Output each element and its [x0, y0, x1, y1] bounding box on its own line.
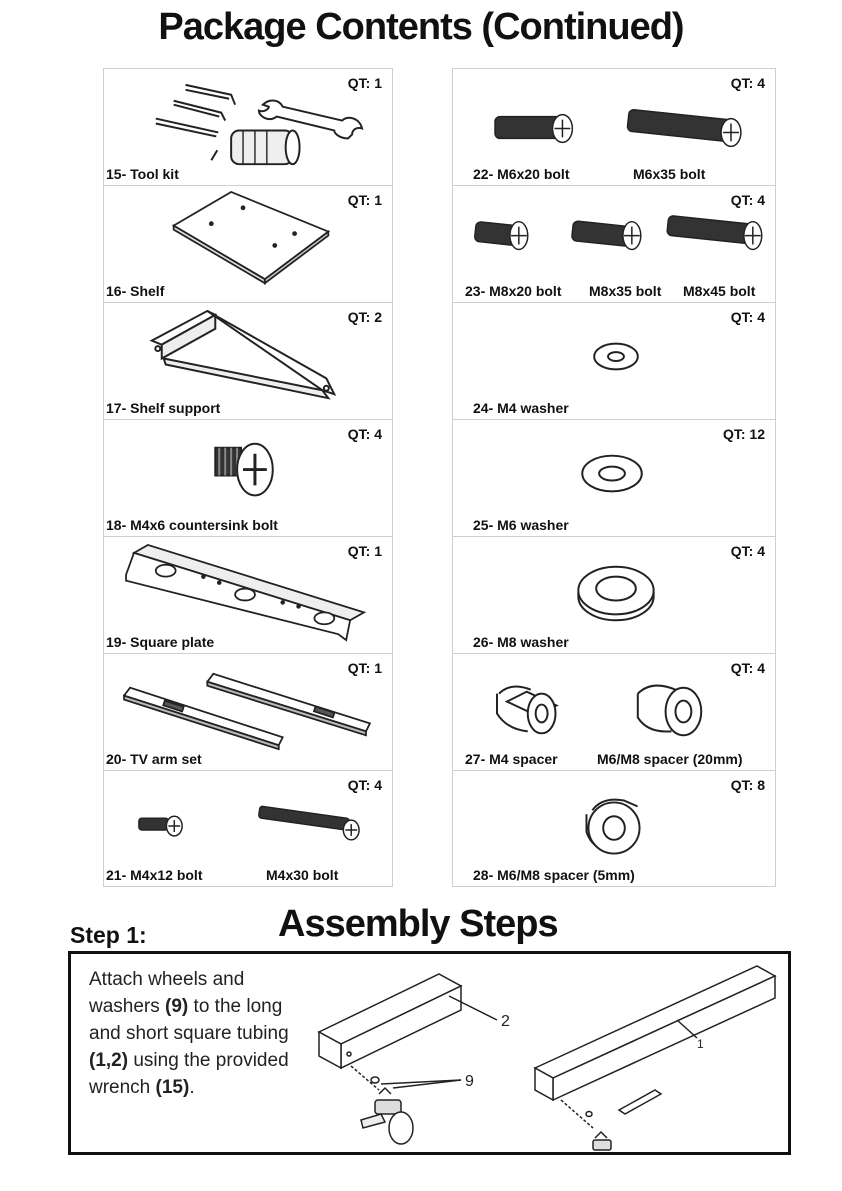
- step-1-diagram: [301, 960, 789, 1152]
- quantity-label: QT: 2: [347, 309, 382, 325]
- part-label-secondary: M4x30 bolt: [266, 867, 339, 883]
- quantity-label: QT: 4: [347, 777, 382, 793]
- step-1-instructions: Attach wheels and washers (9) to the long and short square tubing (1,2) using the provided wrench (15).: [89, 969, 289, 1098]
- part-label: 17- Shelf support: [106, 400, 221, 416]
- quantity-label: QT: 4: [730, 660, 765, 676]
- quantity-label: QT: 4: [347, 426, 382, 442]
- part-label: 15- Tool kit: [106, 166, 179, 182]
- callout-2: 2: [501, 1013, 510, 1030]
- part-label: 18- M4x6 countersink bolt: [106, 517, 278, 533]
- callout-1: 1: [697, 1037, 704, 1051]
- part-cell-shelf: [103, 185, 393, 302]
- part-label-secondary: M6x35 bolt: [633, 166, 706, 182]
- part-cell-m8-bolts: [452, 185, 776, 302]
- page-title: Package Contents (Continued): [158, 6, 684, 48]
- part-cell-shelf-support: [103, 302, 393, 419]
- part-cell-m8-washer: [452, 536, 776, 653]
- parts-column-left: [103, 68, 393, 887]
- callout-9: 9: [465, 1073, 474, 1090]
- part-label: 22- M6x20 bolt: [473, 166, 570, 182]
- part-label-tertiary: M8x45 bolt: [683, 283, 756, 299]
- quantity-label: QT: 8: [730, 777, 765, 793]
- part-label: 16- Shelf: [106, 283, 165, 299]
- part-cell-m4-washer: [452, 302, 776, 419]
- part-label: 21- M4x12 bolt: [106, 867, 203, 883]
- parts-column-right: [452, 68, 776, 887]
- part-label: 24- M4 washer: [473, 400, 569, 416]
- part-cell-spacer-5mm: [452, 770, 776, 887]
- step-label: Step 1:: [70, 922, 147, 948]
- quantity-label: QT: 4: [730, 309, 765, 325]
- part-label: 25- M6 washer: [473, 517, 569, 533]
- part-cell-tv-arm: [103, 653, 393, 770]
- part-cell-square-plate: [103, 536, 393, 653]
- part-cell-m6-bolts: [452, 68, 776, 185]
- part-label: 20- TV arm set: [106, 751, 202, 767]
- assembly-steps-title: Assembly Steps: [278, 903, 558, 945]
- quantity-label: QT: 1: [347, 660, 382, 676]
- quantity-label: QT: 4: [730, 192, 765, 208]
- part-label: 28- M6/M8 spacer (5mm): [473, 867, 635, 883]
- quantity-label: QT: 1: [347, 192, 382, 208]
- quantity-label: QT: 12: [722, 426, 765, 442]
- quantity-label: QT: 1: [347, 75, 382, 91]
- part-cell-m6-washer: [452, 419, 776, 536]
- part-label-secondary: M6/M8 spacer (20mm): [597, 751, 743, 767]
- part-cell-tool-kit: [103, 68, 393, 185]
- part-cell-m4-bolts: [103, 770, 393, 887]
- quantity-label: QT: 1: [347, 543, 382, 559]
- part-label: 19- Square plate: [106, 634, 215, 650]
- part-label: 27- M4 spacer: [465, 751, 558, 767]
- quantity-label: QT: 4: [730, 75, 765, 91]
- part-label: 26- M8 washer: [473, 634, 569, 650]
- part-label: 23- M8x20 bolt: [465, 283, 562, 299]
- step-1-box: [68, 951, 791, 1155]
- part-cell-countersink-bolt: [103, 419, 393, 536]
- quantity-label: QT: 4: [730, 543, 765, 559]
- part-label-secondary: M8x35 bolt: [589, 283, 662, 299]
- part-cell-spacers: [452, 653, 776, 770]
